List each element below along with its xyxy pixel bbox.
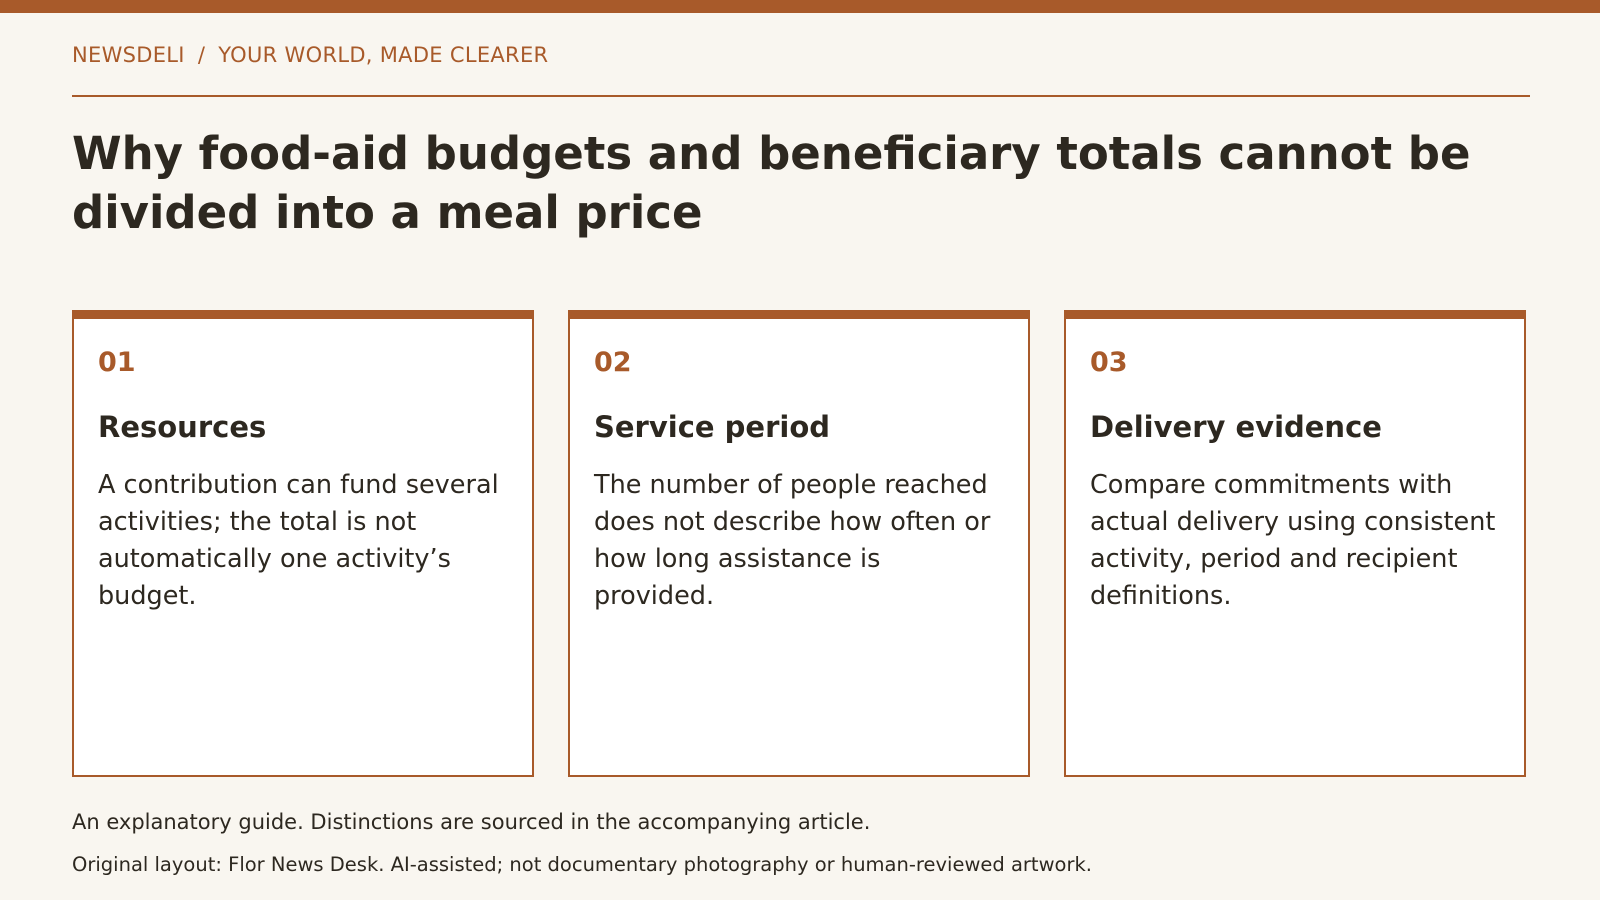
card-body: The number of people reached does not describe how often or how long assistance is provided. bbox=[594, 470, 991, 611]
footer-note: An explanatory guide. Distinctions are sourced in the accompanying article. bbox=[72, 810, 871, 834]
card-body: Compare commitments with actual delivery using consistent activity, period and recipient definitions. bbox=[1090, 470, 1496, 611]
card-body: A contribution can fund several activities; the total is not automatically one activity’s budget. bbox=[98, 470, 499, 611]
card-number: 03 bbox=[1090, 347, 1128, 378]
masthead-separator: / bbox=[197, 43, 206, 67]
card-title: Service period bbox=[594, 410, 831, 444]
masthead bbox=[72, 43, 548, 67]
brand-name: NEWSDELI bbox=[72, 43, 185, 67]
card-number: 01 bbox=[98, 347, 136, 378]
card-delivery-evidence bbox=[1064, 310, 1526, 777]
card-title: Resources bbox=[98, 410, 267, 444]
page-title: Why food-aid budgets and beneficiary totals cannot be divided into a meal price bbox=[72, 127, 1471, 239]
card-title: Delivery evidence bbox=[1090, 410, 1382, 444]
card-resources bbox=[72, 310, 534, 777]
header-divider bbox=[72, 95, 1530, 97]
top-accent-bar bbox=[0, 0, 1600, 13]
brand-tagline: YOUR WORLD, MADE CLEARER bbox=[218, 43, 549, 67]
card-service-period bbox=[568, 310, 1030, 777]
footer-credit: Original layout: Flor News Desk. AI-assisted; not documentary photography or human-reviewed artwork. bbox=[72, 853, 1092, 876]
card-number: 02 bbox=[594, 347, 632, 378]
